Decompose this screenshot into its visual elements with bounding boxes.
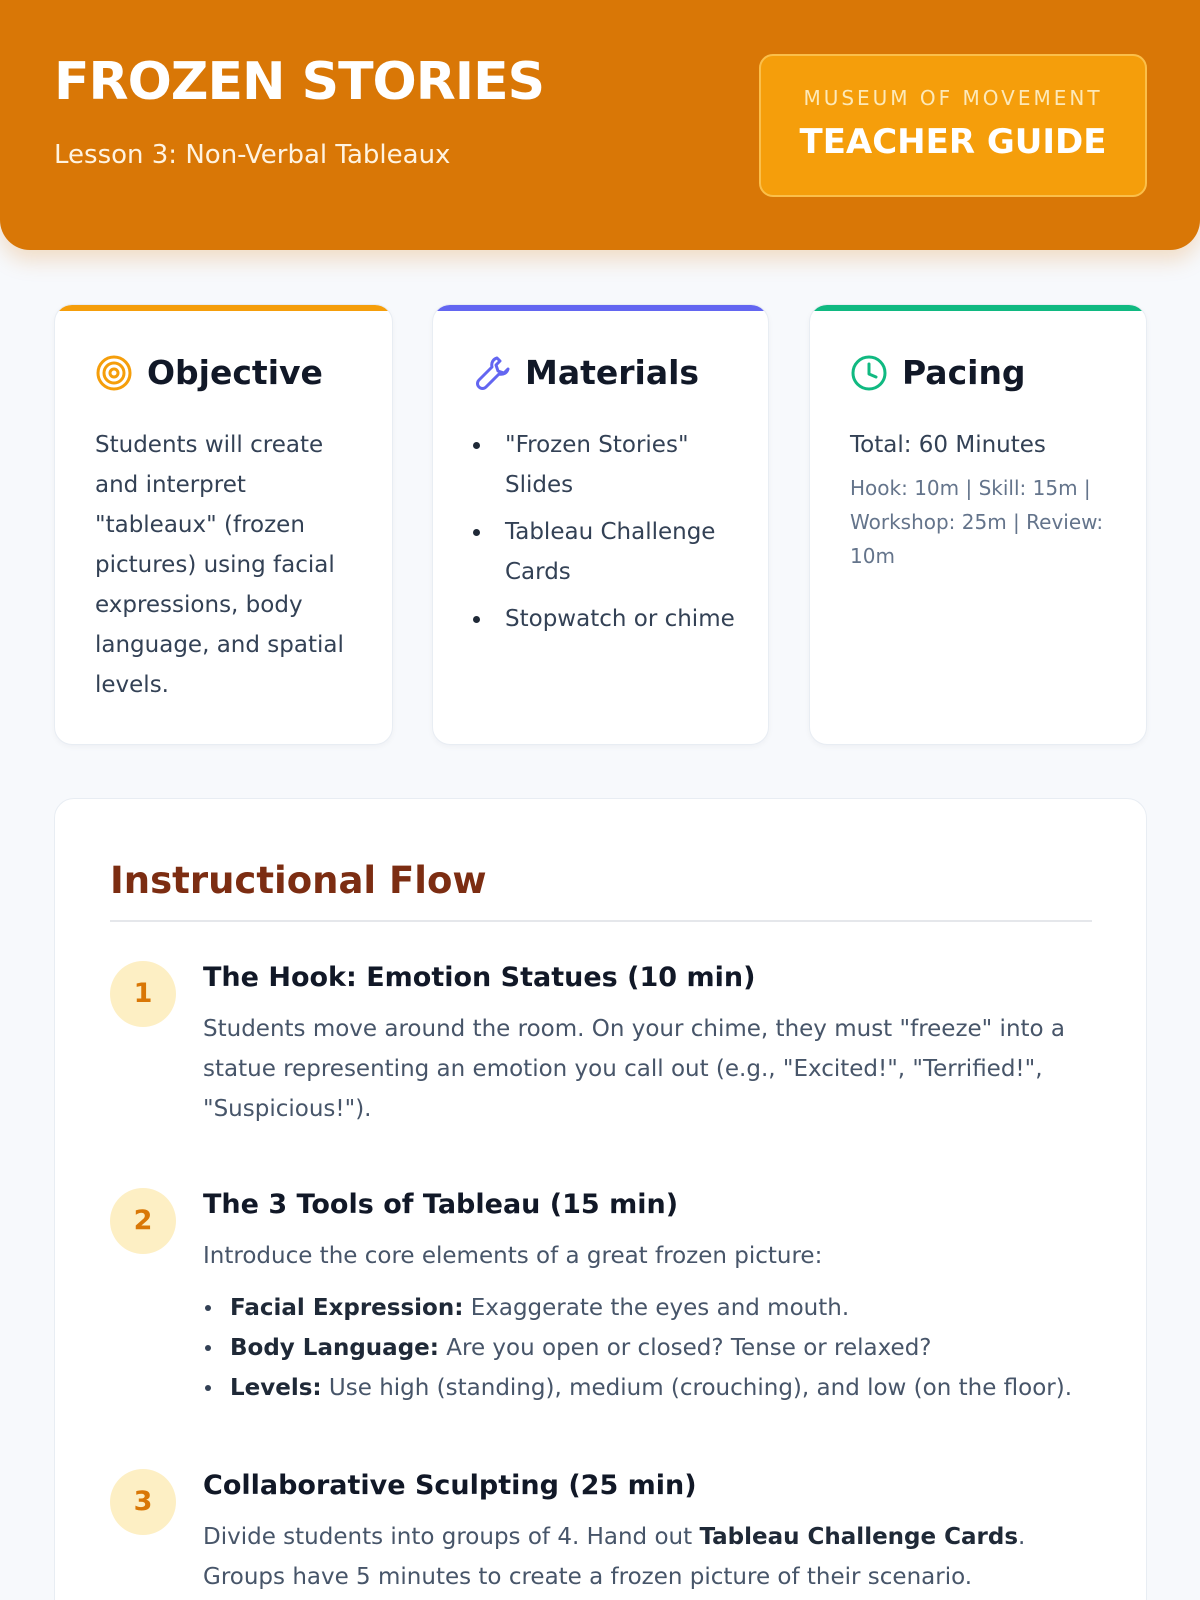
step-title: Collaborative Sculpting (25 min) bbox=[203, 1470, 697, 1501]
tool-body-language bbox=[203, 1328, 1092, 1368]
lesson-subtitle: Lesson 3: Non-Verbal Tableaux bbox=[54, 140, 451, 170]
pacing-title: Pacing bbox=[902, 353, 1026, 392]
materials-item-challenge-cards: Tableau Challenge Cards bbox=[473, 512, 748, 592]
step-description bbox=[203, 1517, 1092, 1597]
objective-card bbox=[54, 304, 393, 745]
teacher-guide-badge bbox=[759, 54, 1147, 197]
instructional-flow-panel bbox=[54, 798, 1147, 1600]
step-number: 3 bbox=[110, 1469, 176, 1535]
target-icon bbox=[95, 354, 133, 392]
tool-detail: Exaggerate the eyes and mouth. bbox=[463, 1295, 850, 1321]
pacing-breakdown: Hook: 10m | Skill: 15m | Workshop: 25m | Review: 10m bbox=[850, 476, 1104, 568]
clock-icon bbox=[850, 354, 888, 392]
step-text-after: . Groups have 5 minutes to create a frozen picture of their scenario. bbox=[203, 1524, 1026, 1590]
teacher-guide-label: TEACHER GUIDE bbox=[799, 122, 1107, 162]
materials-item-slides: "Frozen Stories" Slides bbox=[473, 425, 748, 505]
step-number: 1 bbox=[110, 961, 176, 1027]
step-content bbox=[203, 1469, 1092, 1597]
pacing-total: Total: 60 Minutes bbox=[850, 432, 1046, 458]
step-content bbox=[203, 1188, 1092, 1408]
objective-heading bbox=[95, 353, 323, 392]
materials-card bbox=[432, 304, 769, 745]
wrench-icon bbox=[473, 354, 511, 392]
instructional-flow-title: Instructional Flow bbox=[110, 859, 487, 902]
tableau-tools-list bbox=[203, 1288, 1092, 1408]
tool-name: Facial Expression: bbox=[230, 1295, 464, 1321]
objective-title: Objective bbox=[147, 353, 323, 392]
step-intro: Introduce the core elements of a great frozen picture: bbox=[203, 1243, 823, 1269]
materials-title: Materials bbox=[525, 353, 700, 392]
tool-facial-expression bbox=[203, 1288, 1092, 1328]
step-number: 2 bbox=[110, 1188, 176, 1254]
step-text-before: Divide students into groups of 4. Hand out bbox=[203, 1524, 700, 1550]
step-content bbox=[203, 961, 1092, 1129]
museum-of-movement-label: MUSEUM OF MOVEMENT bbox=[803, 86, 1103, 110]
tool-levels bbox=[203, 1368, 1092, 1408]
tool-name: Body Language: bbox=[230, 1335, 439, 1361]
step-description: Students move around the room. On your chime, they must "freeze" into a statue representing an emotion you call out (e.g., "Excited!", "Terrified!", "Suspicious!"). bbox=[203, 1016, 1066, 1122]
tool-name: Levels: bbox=[230, 1375, 322, 1401]
lesson-title: FROZEN STORIES bbox=[54, 52, 545, 112]
objective-text: Students will create and interpret "tableaux" (frozen pictures) using facial expressions, body language, and spatial levels. bbox=[95, 432, 344, 698]
tool-detail: Are you open or closed? Tense or relaxed? bbox=[438, 1335, 932, 1361]
pacing-card bbox=[809, 304, 1147, 745]
tool-detail: Use high (standing), medium (crouching), and low (on the floor). bbox=[321, 1375, 1073, 1401]
materials-heading bbox=[473, 353, 699, 392]
challenge-cards-emphasis: Tableau Challenge Cards bbox=[699, 1524, 1019, 1550]
materials-item-stopwatch: Stopwatch or chime bbox=[473, 599, 748, 639]
materials-list bbox=[473, 425, 748, 646]
pacing-heading bbox=[850, 353, 1026, 392]
instructional-flow-divider bbox=[110, 920, 1092, 922]
step-title: The 3 Tools of Tableau (15 min) bbox=[203, 1189, 679, 1220]
lesson-header bbox=[0, 0, 1200, 250]
step-title: The Hook: Emotion Statues (10 min) bbox=[203, 962, 756, 993]
